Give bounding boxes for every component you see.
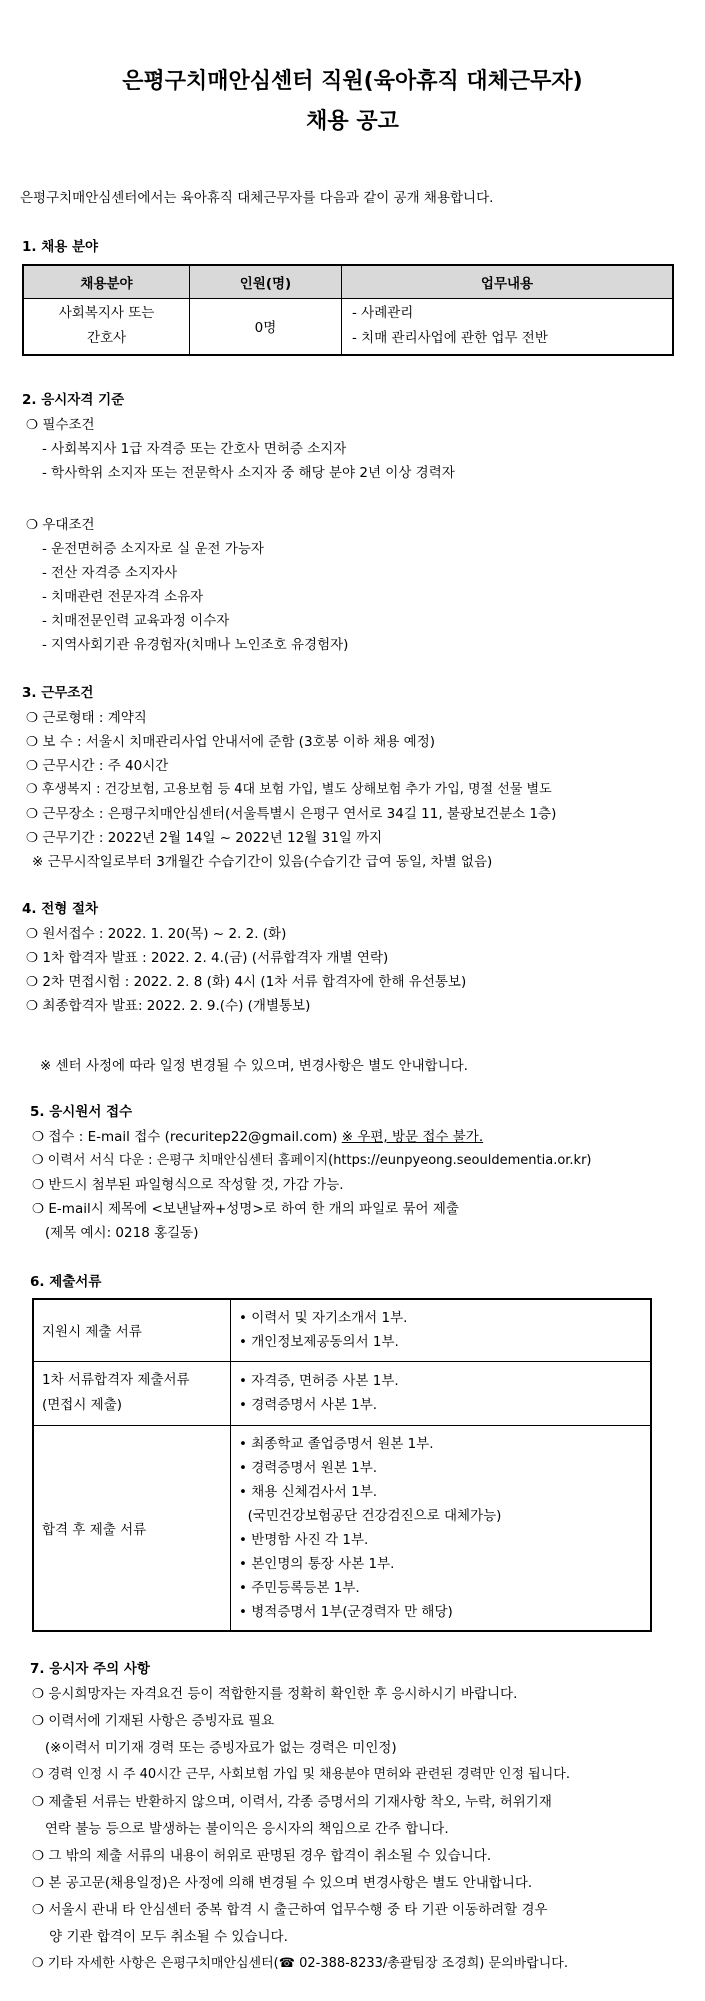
section1-heading: 1. 채용 분야 (22, 239, 99, 255)
list-item: - 사회복지사 1급 자격증 또는 간호사 면허증 소지자 (42, 441, 347, 457)
list-item: - 지역사회기관 유경험자(치매나 노인조호 유경험자) (42, 637, 349, 653)
list-item: ❍ 그 밖의 제출 서류의 내용이 허위로 판명된 경우 합격이 취소될 수 있습니다. (32, 1848, 492, 1864)
list-item: ❍ 근로형태 : 계약직 (26, 710, 147, 726)
section7-heading: 7. 응시자 주의 사항 (30, 1661, 150, 1677)
documents-table (32, 1298, 652, 1632)
list-item: ❍ 반드시 첨부된 파일형식으로 작성할 것, 가감 가능. (32, 1177, 344, 1193)
section3-heading: 3. 근무조건 (22, 685, 94, 701)
list-item: ❍ 원서접수 : 2022. 1. 20(목) ~ 2. 2. (화) (26, 926, 287, 942)
list-item: ❍ 최종합격자 발표: 2022. 2. 9.(수) (개별통보) (26, 998, 311, 1014)
section6-heading: 6. 제출서류 (30, 1274, 102, 1290)
list-item: ❍ E-mail시 제목에 <보낸날짜+성명>로 하여 한 개의 파일로 묶어 제출 (32, 1201, 459, 1217)
list-item: ❍ 근무기간 : 2022년 2월 14일 ~ 2022년 12월 31일 까지 (26, 830, 383, 846)
list-item: - 학사학위 소지자 또는 전문학사 소지자 중 해당 분야 2년 이상 경력자 (42, 465, 455, 481)
list-item: ❍ 경력 인정 시 주 40시간 근무, 사회보험 가입 및 채용분야 면허와 관련된 경력만 인정 됩니다. (32, 1767, 570, 1782)
section4-heading: 4. 전형 절차 (22, 901, 99, 917)
list-item: 양 기관 합격이 모두 취소될 수 있습니다. (32, 1929, 288, 1945)
contact-info: ❍ 기타 자세한 사항은 은평구치매안심센터(☎ 02-388-8233/총괄팀장 조경희) 문의바랍니다. (32, 1956, 568, 1971)
field-cell: 사회복지사 또는 간호사 (23, 299, 190, 355)
page-title-line2: 채용 공고 (306, 109, 399, 134)
count-cell: 0명 (190, 299, 342, 355)
note-text: ※ 근무시작일로부터 3개월간 수습기간이 있음(수습기간 급여 동일, 차별 없음) (32, 854, 493, 870)
list-item: ❍ 제출된 서류는 반환하지 않으며, 이력서, 각종 증명서의 기재사항 착오, 누락, 허위기재 (32, 1794, 552, 1810)
list-item: ❍ 본 공고문(채용일정)은 사정에 의해 변경될 수 있으며 변경사항은 별도 안내합니다. (32, 1875, 533, 1891)
table-header: 업무내용 (342, 265, 674, 299)
doc-row-items: • 자격증, 면허증 사본 1부. • 경력증명서 사본 1부. (231, 1361, 652, 1425)
list-item: ❍ 후생복지 : 건강보험, 고용보험 등 4대 보험 가입, 별도 상해보험 추가 가입, 명절 선물 별도 (26, 782, 552, 797)
page-title-line1: 은평구치매안심센터 직원(육아휴직 대체근무자) (122, 69, 583, 94)
doc-row-items: • 최종학교 졸업증명서 원본 1부. • 경력증명서 원본 1부. • 채용 신체검사서 1부. (국민건강보험공단 건강검진으로 대체가능) • 반명함 사진 각 1부. • 본인명의 통장 사본 1부. • 주민등록등본 1부. • 병적증명서 1부(군경력자 만 해당) (231, 1425, 652, 1631)
list-item: 연락 불능 등으로 발생하는 불이익은 응시자의 책임으로 간주 합니다. (32, 1821, 449, 1837)
section5-heading: 5. 응시원서 접수 (30, 1104, 133, 1120)
list-item: (제목 예시: 0218 홍길동) (32, 1225, 199, 1241)
list-item: - 치매전문인력 교육과정 이수자 (42, 613, 230, 629)
list-item: ❍ 접수 : E-mail 접수 (recuritep22@gmail.com) ※ 우편, 방문 접수 불가. (32, 1129, 484, 1145)
list-item: ❍ 근무시간 : 주 40시간 (26, 758, 169, 774)
note-text: ※ 센터 사정에 따라 일정 변경될 수 있으며, 변경사항은 별도 안내합니다. (40, 1058, 468, 1074)
doc-row-label: 합격 후 제출 서류 (33, 1425, 231, 1631)
list-item: ❍ 서울시 관내 타 안심센터 중복 합격 시 출근하여 업무수행 중 타 기관 이동하려할 경우 (32, 1902, 548, 1918)
list-item: ❍ 보 수 : 서울시 치매관리사업 안내서에 준함 (3호봉 이하 채용 예정) (26, 734, 436, 750)
list-item: (※이력서 미기재 경력 또는 증빙자료가 없는 경력은 미인정) (32, 1740, 397, 1756)
doc-row-label: 지원시 제출 서류 (33, 1299, 231, 1361)
list-item: - 전산 자격증 소지자사 (42, 565, 178, 581)
table-header: 채용분야 (23, 265, 190, 299)
preferred-conditions-title: ❍ 우대조건 (26, 517, 95, 533)
list-item: ❍ 이력서에 기재된 사항은 증빙자료 필요 (32, 1713, 275, 1729)
doc-row-items: • 이력서 및 자기소개서 1부. • 개인정보제공동의서 1부. (231, 1299, 652, 1361)
list-item: - 치매관련 전문자격 소유자 (42, 589, 204, 605)
intro-text: 은평구치매안심센터에서는 육아휴직 대체근무자를 다음과 같이 공개 채용합니다. (20, 190, 494, 206)
table-header: 인원(명) (190, 265, 342, 299)
required-conditions-title: ❍ 필수조건 (26, 417, 95, 433)
list-item: ❍ 응시희망자는 자격요건 등이 적합한지를 정확히 확인한 후 응시하시기 바랍니다. (32, 1686, 518, 1702)
list-item: ❍ 이력서 서식 다운 : 은평구 치매안심센터 홈페이지(https://eunpyeong.seouldementia.or.kr) (32, 1153, 592, 1168)
section2-heading: 2. 응시자격 기준 (22, 392, 125, 408)
recruitment-field-table (22, 264, 674, 356)
list-item: ❍ 근무장소 : 은평구치매안심센터(서울특별시 은평구 연서로 34길 11, 불광보건분소 1층) (26, 806, 557, 822)
list-item: ❍ 1차 합격자 발표 : 2022. 2. 4.(금) (서류합격자 개별 연락) (26, 950, 389, 966)
list-item: ❍ 2차 면접시험 : 2022. 2. 8 (화) 4시 (1차 서류 합격자에 한해 유선통보) (26, 974, 467, 990)
list-item: - 운전면허증 소지자로 실 운전 가능자 (42, 541, 264, 557)
doc-row-label: 1차 서류합격자 제출서류 (면접시 제출) (33, 1361, 231, 1425)
no-mail-visit-notice: ※ 우편, 방문 접수 불가. (341, 1129, 484, 1145)
duty-cell: - 사례관리 - 치매 관리사업에 관한 업무 전반 (342, 299, 674, 355)
